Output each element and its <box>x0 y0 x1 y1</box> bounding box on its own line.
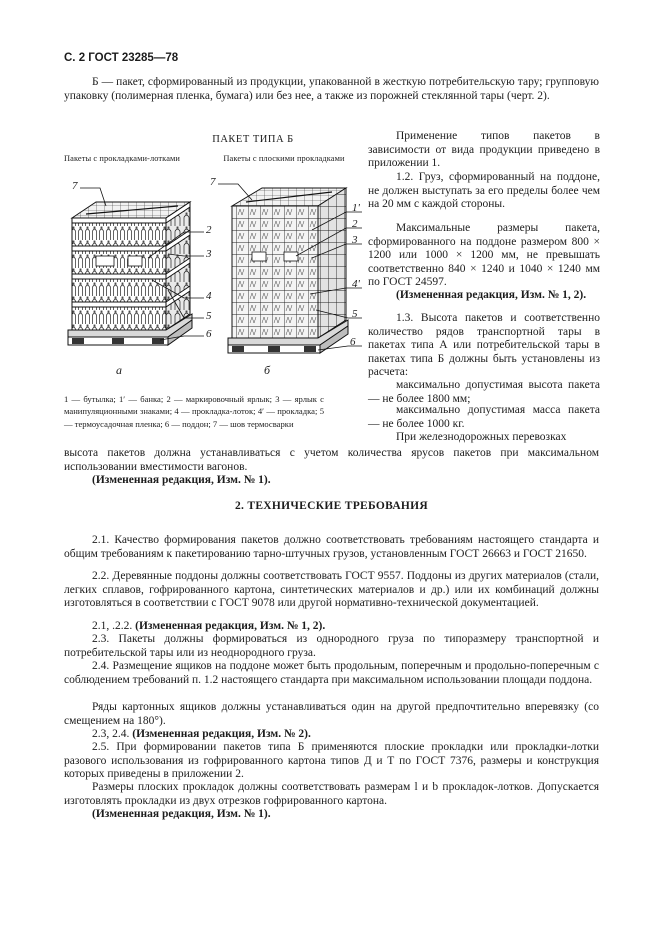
figure-subtitle-left: Пакеты с прокладками-лотками <box>64 154 181 163</box>
pallet-package-figure <box>56 170 366 390</box>
paragraph-2-5-amend: (Измененная редакция, Изм. № 1). <box>92 808 271 820</box>
right-paragraph-1: Применение типов пакетов в зависимости от вида продукции приведено в приложении 1. <box>368 130 600 170</box>
right-paragraph-amend-1: (Измененная редакция, Изм. № 1, 2). <box>396 289 587 301</box>
callout-b-6: 6 <box>350 336 356 348</box>
continuation-paragraph: высота пакетов должна устанавливаться с учетом количества ярусов пакетов при максимальном использовании вместимости вагонов. <box>64 447 599 473</box>
paragraph-2-5-sizes: Размеры плоских прокладок должны соответствовать размерам l и b прокладок-лотков. Допускается изготовлять прокладки из двух отрезков гофрированного картона. <box>64 781 599 807</box>
paragraph-2-4-rows: Ряды картонных ящиков должны устанавливаться один на другой предпочтительно вперевязку (со смещением на 180°). <box>64 701 599 727</box>
amend-text: (Измененная редакция, Изм. № 2). <box>132 728 311 740</box>
right-paragraph-1-3: 1.3. Высота пакетов и соответственно количество рядов транспортной тары в пакетах типа А или потребительской тары в пакетах типа Б должны быть установлены из расчета: <box>368 312 600 379</box>
right-paragraph-max-height: максимально допустимая высота пакета — не более 1800 мм; <box>368 379 600 405</box>
figure-letter-b: б <box>264 363 271 377</box>
callout-b-5: 5 <box>352 308 358 320</box>
amend-numbers: 2.1, .2.2. <box>92 620 133 632</box>
amend-numbers: 2.3, 2.4. <box>92 728 130 740</box>
paragraph-2-5: 2.5. При формировании пакетов типа Б применяются плоские прокладки или прокладки-лотки разового использования из гофрированного картона типов Д и Т по ГОСТ 7376, размеры и конструкция которых приведены в приложении 2. <box>64 741 599 781</box>
right-paragraph-1-2: 1.2. Груз, сформированный на поддоне, не должен выступать за его пределы более чем на 20 мм с каждой стороны. <box>368 171 600 211</box>
callout-a-4: 4 <box>206 290 212 302</box>
paragraph-2-3-2-4-amend <box>64 728 599 742</box>
callout-b-3: 3 <box>352 234 358 246</box>
right-paragraph-rail: При железнодорожных перевозках <box>396 431 567 443</box>
figure-letter-a: а <box>116 363 122 377</box>
intro-paragraph: Б — пакет, сформированный из продукции, упакованной в жесткую потребительскую тару; групповую упаковку (полимерная пленка, бумага) или без нее, а также из порожней стеклянной тары (черт. 2). <box>64 76 599 102</box>
callout-a-6: 6 <box>206 328 212 340</box>
callout-a-2: 2 <box>206 224 212 236</box>
paragraph-2-1: 2.1. Качество формирования пакетов должно соответствовать требованиям настоящего стандарта и общим требованиям к пакетированию тарно-штучных грузов, установленным ГОСТ 26663 и ГОСТ 21650. <box>64 534 599 560</box>
callout-b-1prime: 1' <box>352 202 360 214</box>
paragraph-2-3: 2.3. Пакеты должны формироваться из однородного груза по типоразмеру транспортной и потребительской тары или из неоднородного груза. <box>64 633 599 659</box>
package-b-drawing <box>228 188 348 353</box>
continuation-amend: (Измененная редакция, Изм. № 1). <box>92 474 271 486</box>
figure-caption: 1 — бутылка; 1′ — банка; 2 — маркировочный ярлык; 3 — ярлык с манипуляционными знаками; 4 — прокладка-лоток; 4′ — прокладка; 5 — термоусадочная пленка; 6 — поддон; 7 — шов термосварки <box>64 394 324 429</box>
callout-a-7: 7 <box>72 180 78 192</box>
callout-a-3: 3 <box>206 248 212 260</box>
callout-a-5: 5 <box>206 310 212 322</box>
package-a-drawing <box>68 202 192 345</box>
callout-b-2: 2 <box>352 218 358 230</box>
figure-subtitle-right: Пакеты с плоскими прокладками <box>223 154 345 163</box>
right-paragraph-max-mass: максимально допустимая масса пакета — не более 1000 кг. <box>368 404 600 430</box>
paragraph-2-4: 2.4. Размещение ящиков на поддоне может быть продольным, поперечным и продольно-поперечным с соблюдением требований п. 1.2 настоящего стандарта при максимальном использовании площади поддона. <box>64 660 599 686</box>
page-header: С. 2 ГОСТ 23285—78 <box>64 52 179 64</box>
right-paragraph-max-size: Максимальные размеры пакета, сформированного на поддоне размером 800 × 1200 или 1000 × 1200 мм, не превышать соответственно 840 × 1240 и 1040 × 1240 мм по ГОСТ 24597. <box>368 222 600 289</box>
paragraph-2-1-2-2-amend <box>64 620 599 634</box>
figure-title: ПАКЕТ ТИПА Б <box>212 134 294 145</box>
amend-text: (Измененная редакция, Изм. № 1, 2). <box>135 620 326 632</box>
callout-b-7: 7 <box>210 176 216 188</box>
callout-b-4prime: 4' <box>352 278 360 290</box>
section-2-title: 2. ТЕХНИЧЕСКИЕ ТРЕБОВАНИЯ <box>234 500 429 512</box>
paragraph-2-2: 2.2. Деревянные поддоны должны соответствовать ГОСТ 9557. Поддоны из других материалов (стали, легких сплавов, гофрированного картона, синтетических материалов и др.) или их комбинаций должны изготовляться в соответствии с ГОСТ 9078 или другой нормативно-технической документацией. <box>64 570 599 610</box>
